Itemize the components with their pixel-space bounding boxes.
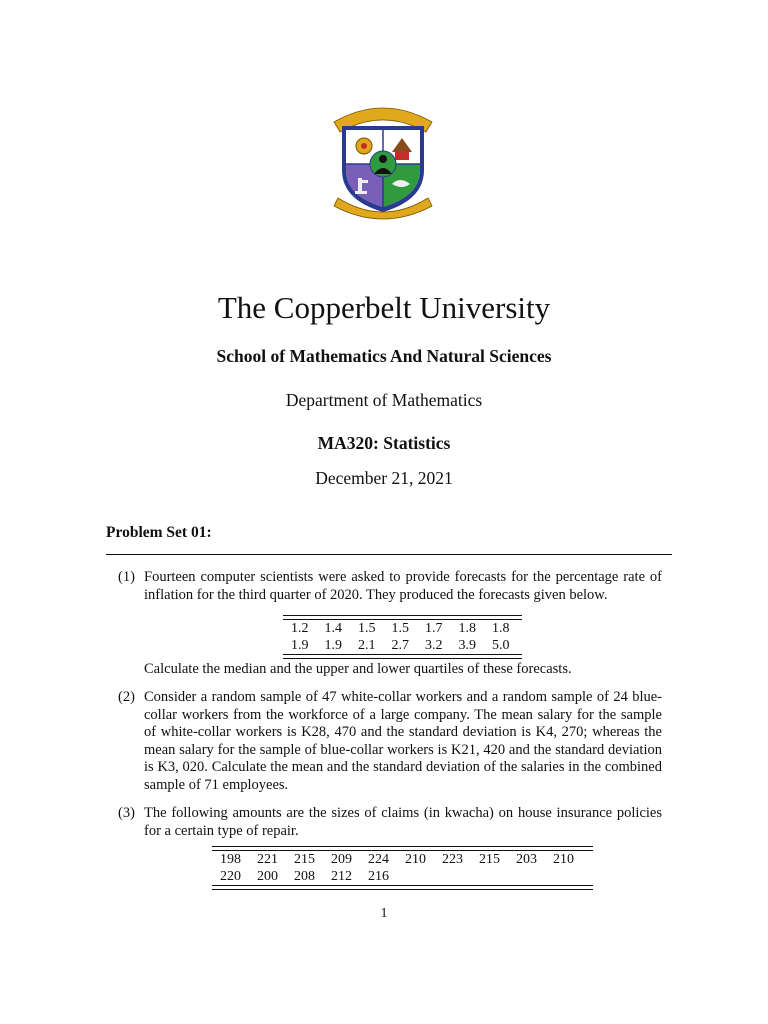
table-cell: 3.2	[425, 638, 443, 653]
problem-text	[144, 661, 662, 679]
problem-text	[144, 569, 662, 604]
table-cell: 224	[368, 852, 389, 867]
document-date: December 21, 2021	[315, 468, 453, 488]
table-cell: 221	[257, 852, 278, 867]
table-cell	[471, 868, 508, 885]
table-cell: 5.0	[492, 638, 510, 653]
table-cell: 198	[220, 852, 241, 867]
problem-statement: Consider a random sample of 47 white-collar workers and a random sample of 24 blue-collar workers from the workforce of a large company. The mean salary for the sample of white-collar workers is K28, 470 and the standard deviation is K4, 270; whereas the mean salary for the sample of blue-collar workers is K21, 420 and the standard deviation is K3, 020. Calculate the mean and the standard deviation of the salaries in the combined sample of 71 employees.	[144, 689, 662, 793]
table-cell: 1.5	[391, 621, 409, 636]
table-row	[212, 851, 582, 868]
forecast-table	[283, 615, 522, 659]
table-cell	[545, 868, 582, 885]
table-cell: 216	[368, 869, 389, 884]
claims-table	[212, 846, 593, 890]
table-row	[283, 637, 518, 654]
table-cell: 2.7	[391, 638, 409, 653]
problem-text	[144, 689, 662, 795]
table-cell: 1.8	[492, 621, 510, 636]
department-name: Department of Mathematics	[285, 390, 483, 410]
table-cell: 1.7	[425, 621, 443, 636]
forecast-table-body	[283, 620, 518, 654]
table-row	[283, 620, 518, 637]
table-bottom-rule	[283, 654, 522, 659]
table-cell: 220	[220, 869, 241, 884]
table-cell: 209	[331, 852, 352, 867]
table-cell: 223	[442, 852, 463, 867]
problem-number: (3)	[118, 805, 135, 821]
course-title: MA320: Statistics	[317, 433, 451, 453]
table-cell: 1.4	[324, 621, 342, 636]
page-number: 1	[380, 906, 388, 921]
table-cell: 203	[516, 852, 537, 867]
table-cell: 210	[405, 852, 426, 867]
table-cell	[397, 868, 434, 885]
table-cell: 1.8	[458, 621, 476, 636]
university-crest-logo	[328, 100, 438, 220]
table-cell: 215	[294, 852, 315, 867]
table-cell: 3.9	[458, 638, 476, 653]
table-cell: 208	[294, 869, 315, 884]
table-cell: 1.9	[324, 638, 342, 653]
table-cell: 1.5	[358, 621, 376, 636]
problem-followup-statement: Calculate the median and the upper and lower quartiles of these forecasts.	[144, 661, 572, 677]
table-cell: 1.9	[291, 638, 309, 653]
table-cell: 200	[257, 869, 278, 884]
problem-statement: The following amounts are the sizes of claims (in kwacha) on house insurance policies for a certain type of repair.	[144, 805, 662, 839]
section-divider	[106, 554, 672, 555]
table-bottom-rule	[212, 885, 593, 890]
problem-text	[144, 805, 662, 840]
table-cell: 2.1	[358, 638, 376, 653]
problem-set-title: Problem Set 01:	[106, 524, 212, 541]
university-title: The Copperbelt University	[217, 290, 551, 325]
school-name: School of Mathematics And Natural Sciences	[216, 346, 552, 366]
problem-number: (1)	[118, 569, 135, 585]
problem-number: (2)	[118, 689, 135, 705]
table-cell: 1.2	[291, 621, 309, 636]
problem-statement: Fourteen computer scientists were asked to provide forecasts for the percentage rate of inflation for the third quarter of 2020. They produced the forecasts given below.	[144, 569, 662, 603]
table-cell	[434, 868, 471, 885]
claims-table-body	[212, 851, 582, 885]
table-cell	[508, 868, 545, 885]
table-cell: 210	[553, 852, 574, 867]
table-cell: 212	[331, 869, 352, 884]
table-cell: 215	[479, 852, 500, 867]
table-row	[212, 868, 582, 885]
